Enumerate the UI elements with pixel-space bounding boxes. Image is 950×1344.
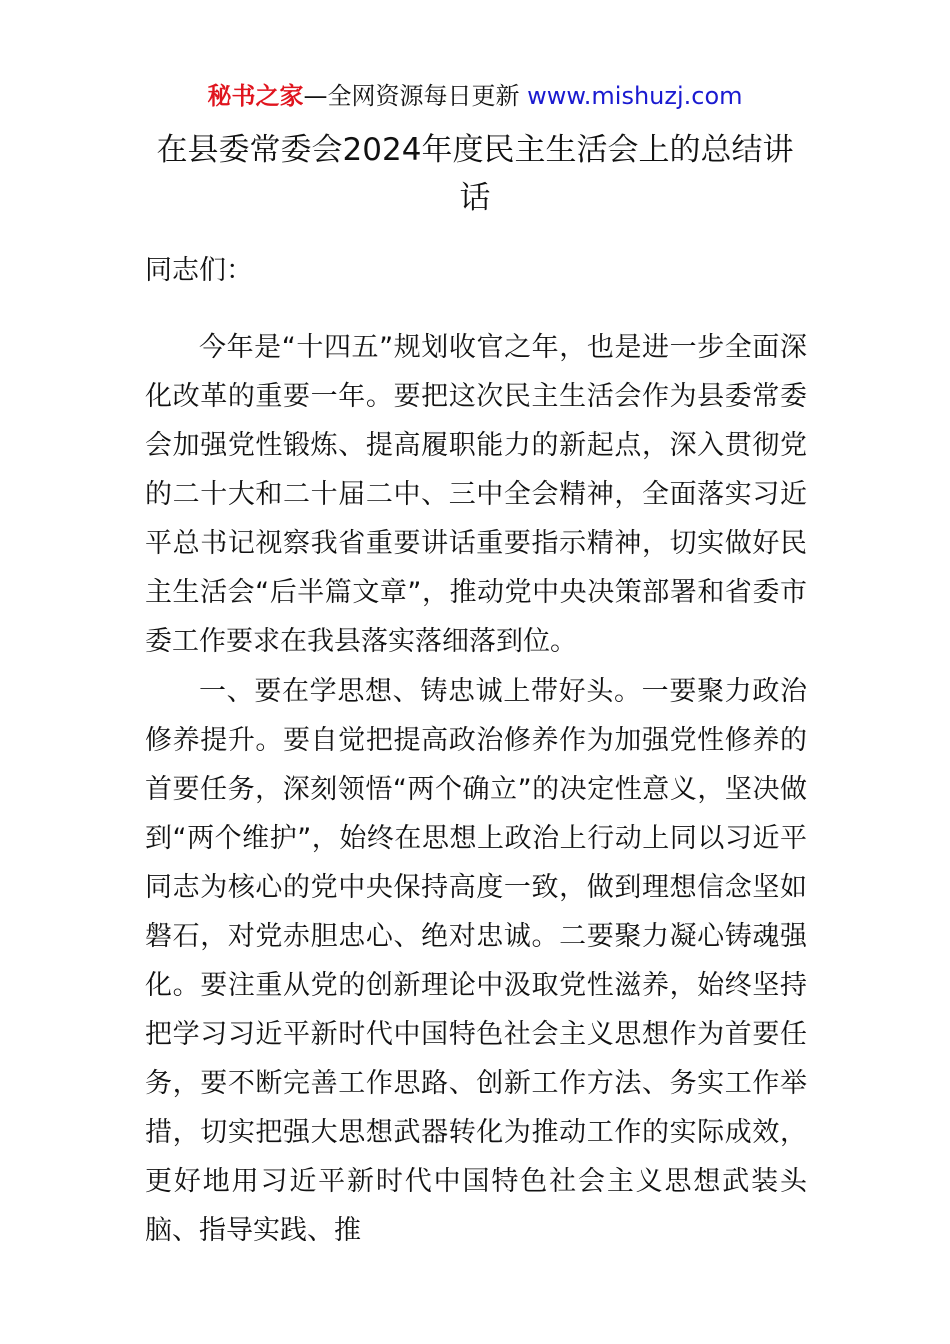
paragraph-text: 一、要在学思想、铸忠诚上带好头。一要聚力政治修养提升。要自觉把提高政治修养作为加强党性修养的首要任务，深刻领悟“两个确立”的决定性意义，坚决做到“两个维护”，始终在思想上政治上行动上同以习近平同志为核心的党中央保持高度一致，做到理想信念坚如磐石，对党赤胆忠心、绝对忠诚。二要聚力凝心铸魂强化。要注重从党的创新理论中汲取党性滋养，始终坚持把学习习近平新时代中国特色社会主义思想作为首要任务，要不断完善工作思路、创新工作方法、务实工作举措，切实把强大思想武器转化为推动工作的实际成效，更好地用习近平新时代中国特色社会主义思想武装头脑、指导实践、推: [145, 676, 807, 1246]
document-title: 在县委常委会2024年度民主生活会上的总结讲话: [156, 132, 794, 216]
site-tagline: —全网资源每日更新: [303, 82, 520, 110]
site-name: 秘书之家: [207, 82, 304, 110]
salutation: 同志们：: [145, 255, 253, 286]
paragraph-2: [145, 667, 807, 1255]
site-header: [0, 80, 950, 112]
site-url-link[interactable]: www.mishuzj.com: [527, 82, 743, 110]
paragraph-1: [145, 323, 807, 666]
paragraph-text: 今年是“十四五”规划收官之年，也是进一步全面深化改革的重要一年。要把这次民主生活会作为县委常委会加强党性锻炼、提高履职能力的新起点，深入贯彻党的二十大和二十届二中、三中全会精神，全面落实习近平总书记视察我省重要讲话重要指示精神，切实做好民主生活会“后半篇文章”，推动党中央决策部署和省委市委工作要求在我县落实落细落到位。: [145, 332, 807, 657]
